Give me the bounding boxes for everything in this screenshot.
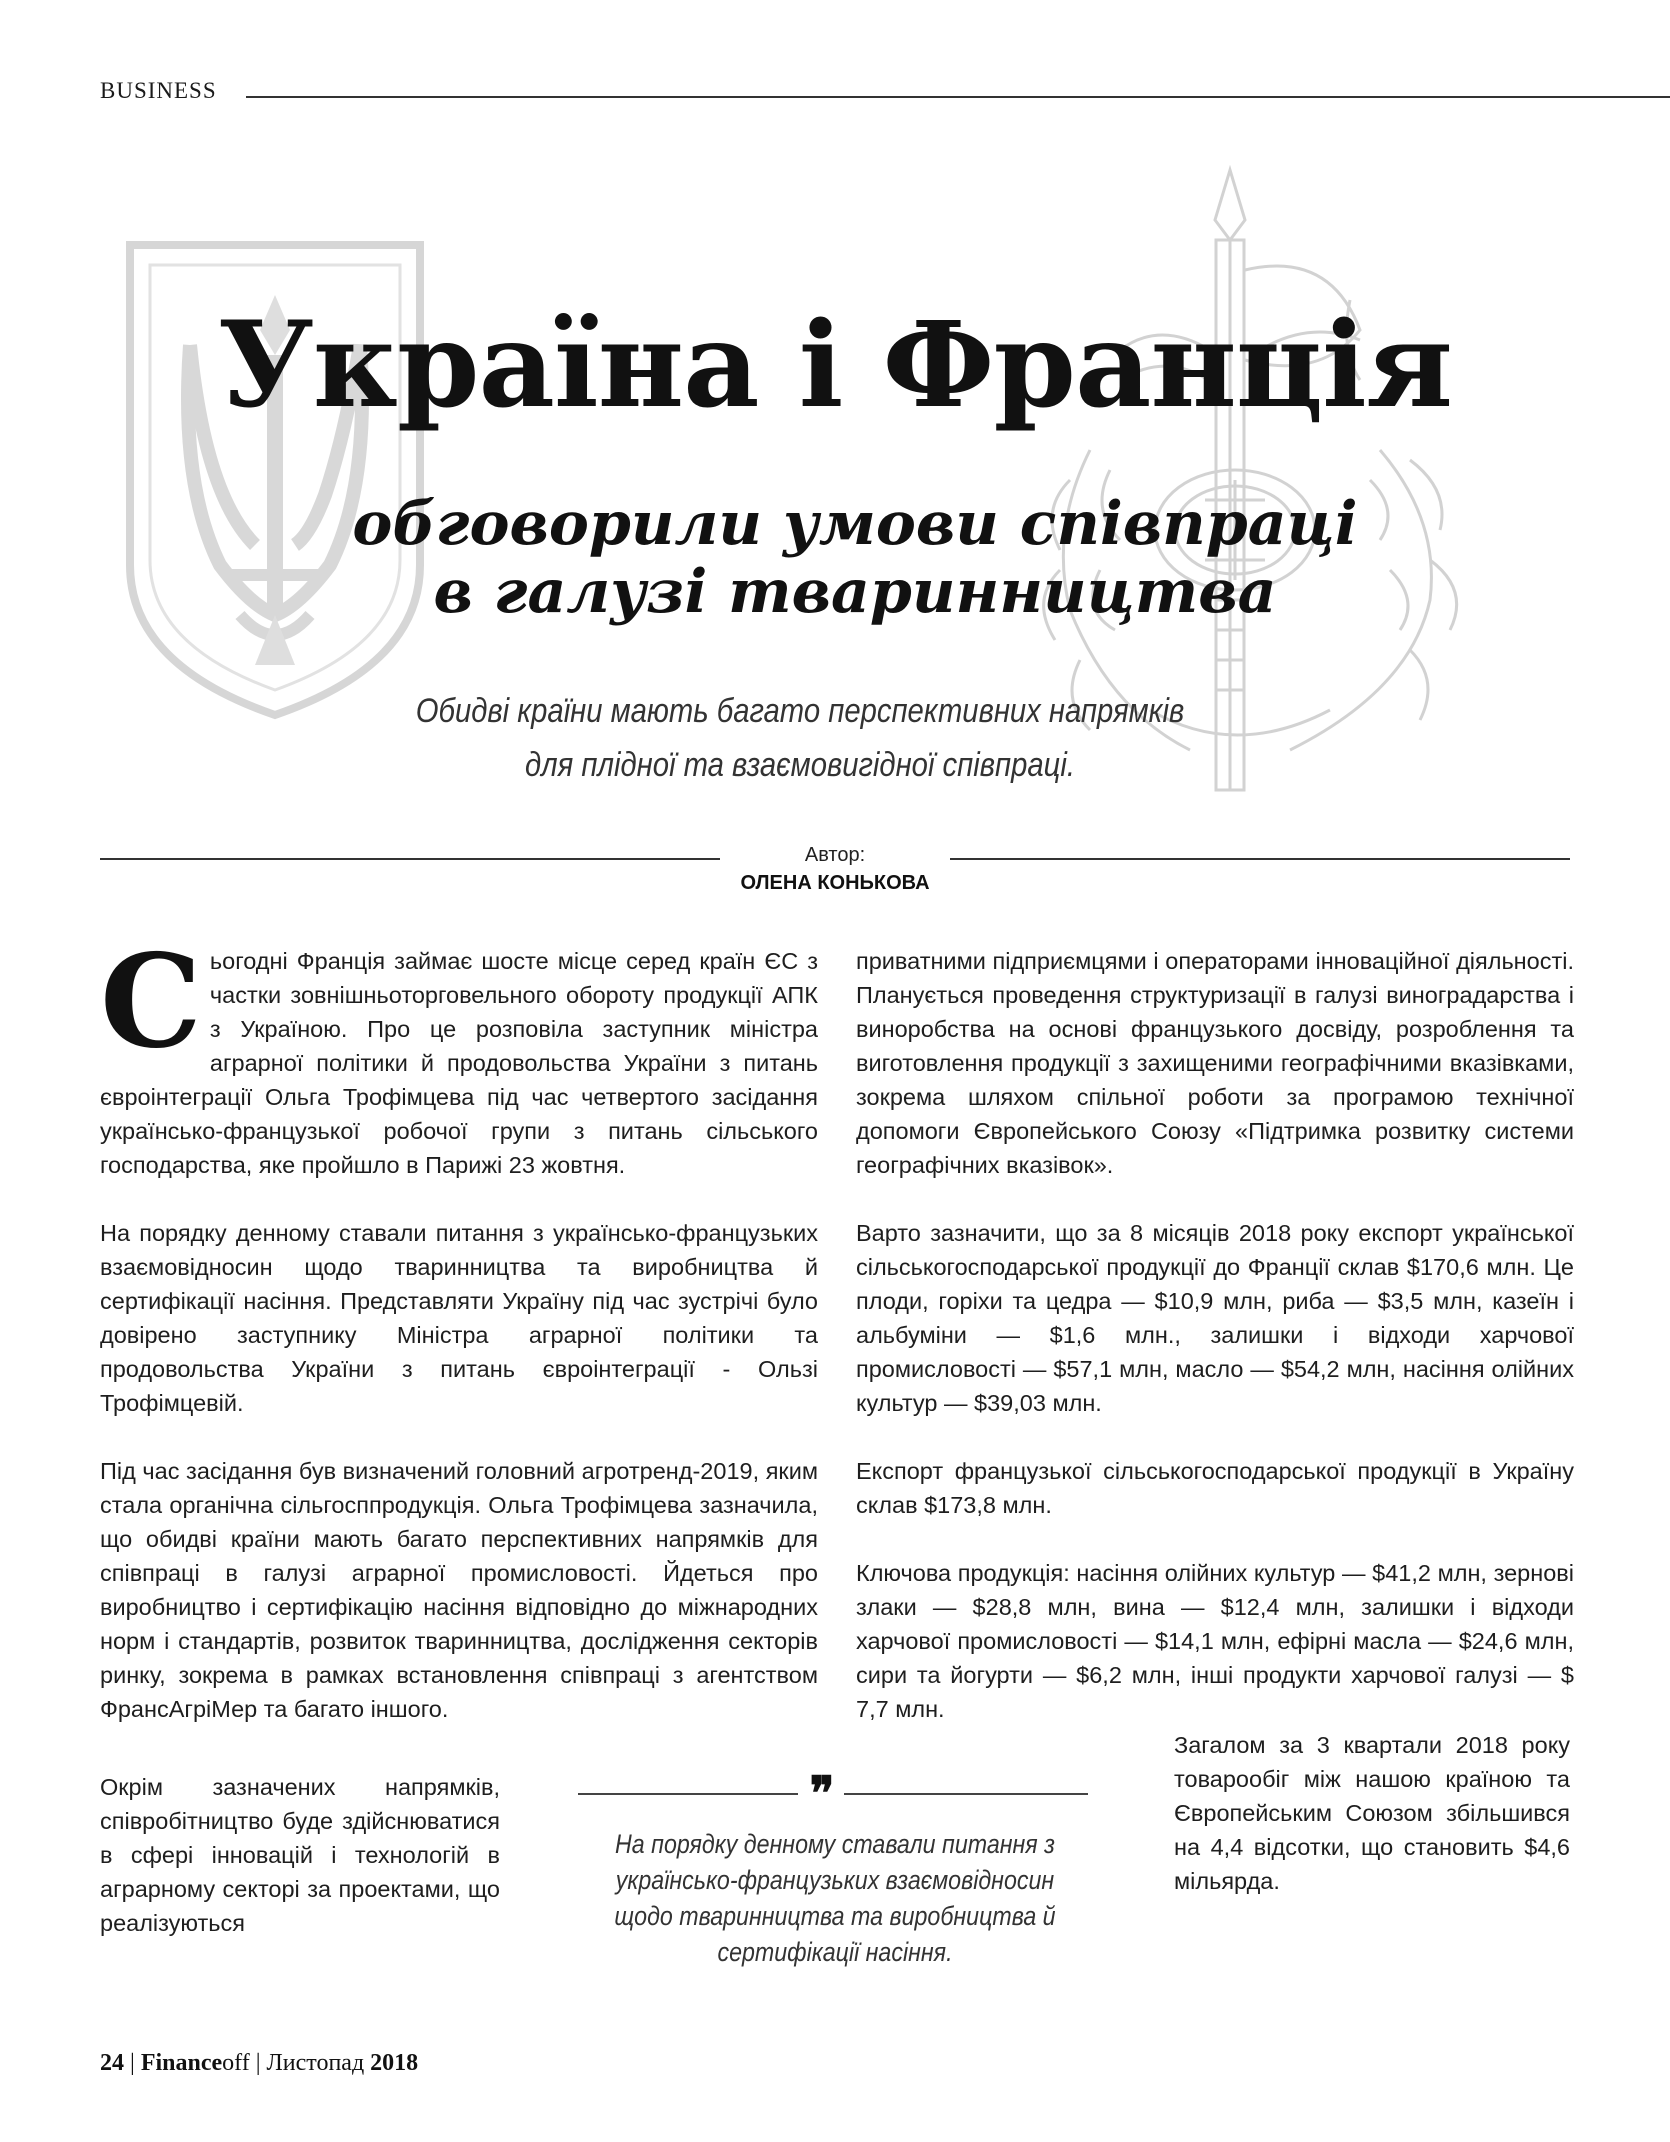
paragraph: На порядку денному ставали питання з українсько-французьких взаємовідносин щодо тваринництва та виробництва й сертифікації насіння. Представляти Україну під час зустрічі було довірено заступнику Міністра аграрної політики та продовольства України з питань євроінтеграції - Ользі Трофімцевій.	[100, 1220, 818, 1416]
author-label: Автор:	[804, 844, 866, 866]
article-column-right	[856, 944, 1574, 1760]
paragraph: Під час засідання був визначений головний агротренд-2019, яким стала органічна сільгосппродукція. Ольга Трофімцева зазначила, що обидві країни мають багато перспективних напрямків для співпраці в галузі аграрної промисловості. Йдеться про виробництво і сертифікацію насіння відповідно до міжнародних норм і стандартів, розвиток тваринництва, дослідження секторів ринку, зокрема в рамках встановлення співпраці з агентством ФрансАгріМер та багато іншого.	[100, 1458, 818, 1722]
paragraph: Загалом за 3 квартали 2018 року товарообіг між нашою країною та Європейським Союзом збільшився на 4,4 відсотки, що становить $4,6 мільярда.	[1174, 1732, 1570, 1894]
paragraph: Варто зазначити, що за 8 місяців 2018 року експорт української сільськогосподарської продукції до Франції склав $170,6 млн. Це плоди, горіхи та цедра — $10,9 млн, риба — $3,5 млн, казеїн і альбуміни — $1,6 млн., залишки і відходи харчової промисловості — $57,1 млн, масло — $54,2 млн, насіння олійних культур — $39,03 млн.	[856, 1220, 1574, 1416]
issue-month: Листопад	[266, 2050, 365, 2076]
pull-quote: На порядку денному ставали питання з українсько-французьких взаємовідносин щодо тваринництва та виробництва й сертифікації насіння.	[614, 1829, 1056, 1967]
author-name: ОЛЕНА КОНЬКОВА	[740, 872, 930, 894]
quote-mark-icon: ❞	[809, 1766, 835, 1820]
issue-year: 2018	[370, 2050, 419, 2076]
pull-quote-divider-right	[844, 1793, 1088, 1795]
subheadline-line-2: в галузі тваринництва	[433, 557, 1277, 627]
author-divider-right	[950, 858, 1570, 860]
headline: Україна і Франція	[217, 295, 1453, 434]
brand-name-bold: Finance	[140, 2050, 223, 2076]
header-divider	[246, 96, 1670, 98]
subheadline-line-1: обговорили умови співпраці	[352, 489, 1358, 559]
lead-line-2: для плідної та взаємовигідної співпраці.	[525, 746, 1075, 784]
drop-cap: С	[100, 927, 202, 1077]
author-divider-left	[100, 858, 720, 860]
paragraph: Ключова продукція: насіння олійних культур — $41,2 млн, зернові злаки — $28,8 млн, вина — $12,4 млн, залишки і відходи харчової промисловості — $14,1 млн, ефірні масла — $24,6 млн, сири та йогурти — $6,2 млн, інші продукти харчової галузі — $ 7,7 млн.	[856, 1560, 1574, 1722]
lead-line-1: Обидві країни мають багато перспективних напрямків	[415, 692, 1185, 730]
article-column-right-continued	[1174, 1728, 1570, 1932]
page-number: 24	[100, 2050, 124, 2076]
brand-name-light: off	[222, 2050, 250, 2076]
paragraph: Окрім зазначених напрямків, співробітництво буде здійснюватися в сфері інновацій і технологій в аграрному секторі за проектами, що реалізуються	[100, 1774, 500, 1936]
article-column-left	[100, 927, 818, 1760]
paragraph-text: ьогодні Франція займає шосте місце серед країн ЄС з частки зовнішньоторговельного обороту продукції АПК з Україною. Про це розповіла заступник міністра аграрної політики й продовольства України з питань євроінтеграції Ольга Трофімцева під час четвертого засідання українсько-французької робочої групи з питань сільського господарства, яке пройшло в Парижі 23 жовтня.	[100, 948, 818, 1178]
paragraph	[100, 927, 818, 1182]
section-label: BUSINESS	[100, 78, 217, 103]
paragraph: приватними підприємцями і операторами інноваційної діяльності. Планується проведення структуризації в галузі виноградарства і виноробства на основі французького досвіду, розроблення та виготовлення продукції з захищеними географічними вказівками, зокрема шляхом спільної роботи за програмою технічної допомоги Європейського Союзу «Підтримка розвитку системи географічних вказівок».	[856, 948, 1574, 1178]
article-column-left-continued	[100, 1770, 500, 1974]
pull-quote-divider-left	[578, 1793, 798, 1795]
page-footer: 24 | Financeoff | Листопад 2018	[100, 2050, 419, 2076]
paragraph: Експорт французької сільськогосподарської продукції в Україну склав $173,8 млн.	[856, 1458, 1574, 1518]
